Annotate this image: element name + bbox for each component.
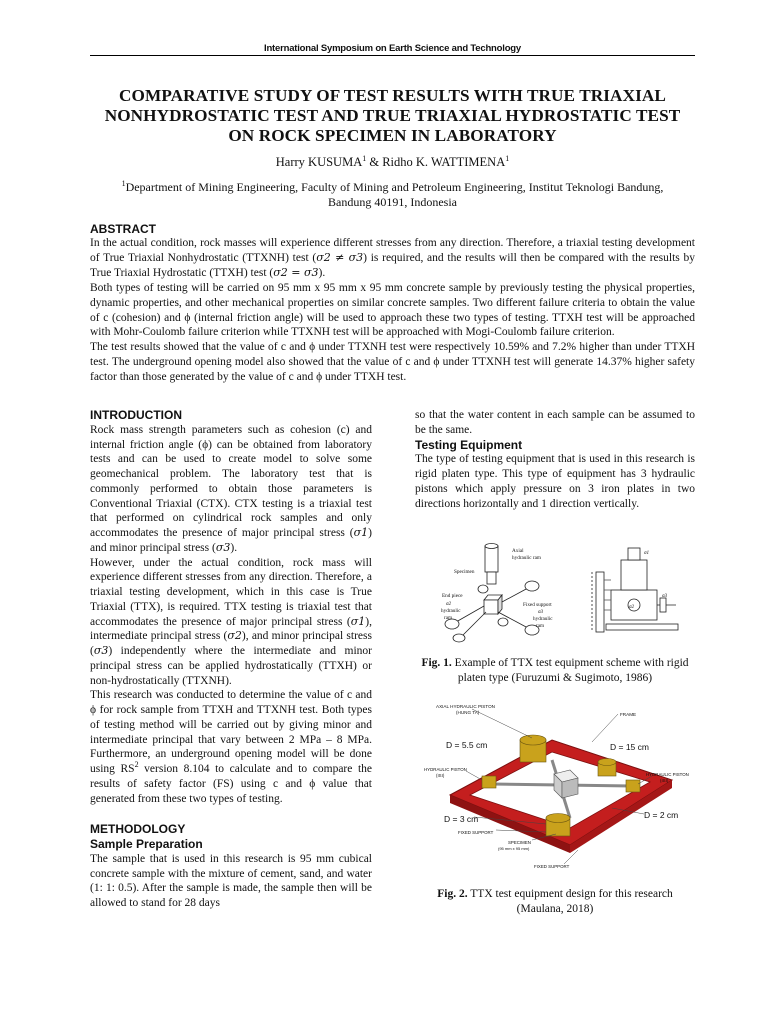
label-sigma3: σ3 <box>538 609 544 615</box>
svg-text:hydraulic: hydraulic <box>533 616 553 622</box>
figure-1-caption: Fig. 1. Example of TTX test equipment scheme with rigid platen type (Furuzumi & Sugimoto, 1986) <box>421 657 689 684</box>
svg-text:σ3: σ3 <box>662 593 668 599</box>
introduction-heading: INTRODUCTION <box>90 408 182 422</box>
label-specimen: Specimen <box>454 569 475 575</box>
abstract-paragraph: The test results showed that the value of c and ϕ under TTXNH test were respectively 10.59% and 7.2% higher than under TTXH test. The underground opening model also showed that the value of c and ϕ under TTXNH test will generate 14.37% higher safety factor than those generated by the value of c and ϕ under TTXH test. <box>90 341 695 384</box>
svg-text:hydraulic: hydraulic <box>441 608 461 614</box>
intro-paragraph: Rock mass strength parameters such as cohesion (c) and internal friction angle (ϕ) can be obtained from laboratory tests and can be used to create model to solve some geomechanical problem. The laboratory test that is commonly performed to obtain those parameters is Conventional Triaxial (CTX). CTX testing is a triaxial test that performed on cylindrical rock samples and only accommodates the presence of major principal stress (σ1) and minor principal stress (σ3). <box>90 423 372 554</box>
figure-2-caption: Fig. 2. TTX test equipment design for this research (Maulana, 2018) <box>437 888 673 915</box>
label-fixed-support-2: FIXED SUPPORT <box>534 864 570 869</box>
methodology-heading: METHODOLOGY <box>90 822 186 837</box>
inequality-symbol: σ2 ≠ σ3 <box>316 250 364 264</box>
label-hydraulic-ram: hydraulic ram <box>512 555 541 561</box>
intro-paragraph: However, under the actual condition, rock mass will experience different stresses from any direction. Therefore, a triaxial testing development, which in this case is True Triaxial (TTX), is required. TTX testing is triaxial test that accommodates the presence of major principal stress (σ1), intermediate principal stress (σ2), and minor principal stress (σ3) independently where the intermediate and minor principal stress can be applied hydrostatically (TTXH) or non-hydrostatically (TTXNH). <box>90 556 372 687</box>
label-d-15: D = 15 cm <box>610 742 649 752</box>
label-d-2: D = 2 cm <box>644 810 679 820</box>
svg-text:(ISI): (ISI) <box>660 778 669 783</box>
abstract-heading: ABSTRACT <box>90 222 156 236</box>
label-axial-piston: AXIAL HYDRAULIC PISTON <box>436 704 495 709</box>
svg-text:(ISI): (ISI) <box>436 773 445 778</box>
svg-text:(HUNG TA): (HUNG TA) <box>456 710 480 715</box>
figure-2-diagram <box>422 700 694 872</box>
affil-mark: 1 <box>121 179 126 188</box>
axial-ram <box>485 546 498 572</box>
figure-1-diagram <box>428 540 692 648</box>
affiliation <box>100 180 685 209</box>
left-column <box>90 408 372 911</box>
right-column <box>415 408 695 511</box>
sample-preparation-heading: Sample Preparation <box>90 837 203 851</box>
label-end-piece: End piece <box>442 593 463 599</box>
paper-title: COMPARATIVE STUDY OF TEST RESULTS WITH TRUE TRIAXIAL NONHYDROSTATIC TEST AND TRUE TRIAXIAL HYDROSTATIC TEST ON ROCK SPECIMEN IN LABORATORY <box>104 86 681 145</box>
author-2: Ridho K. WATTIMENA <box>382 155 506 169</box>
testing-equipment-heading: Testing Equipment <box>415 437 523 452</box>
equipment-paragraph: The type of testing equipment that is used in this research is rigid platen type. This type of equipment has 3 hydraulic pistons which apply pressure on 3 iron plates in two directions horizontally and 1 direction vertically. <box>415 453 695 510</box>
author-1-affil-mark: 1 <box>362 154 367 163</box>
intro-paragraph: This research was conducted to determine the value of c and ϕ for rock sample from TTXH and TTXNH test. Both types of testing method will be carried out by giving minor and intermediate principal that vary between 2 MPa – 8 MPa. Furthermore, an underground opening model will be done using $RS^2$ version 8.104 to calculate and to compare the results of safety factor (FS) using c and ϕ value that generated from these two types of testing. <box>90 689 372 805</box>
label-frame: FRAME <box>620 712 637 717</box>
label-sigma2: σ2 <box>446 601 452 607</box>
svg-text:σ2: σ2 <box>629 604 635 610</box>
author-1: Harry KUSUMA <box>275 155 363 169</box>
continued-paragraph: so that the water content in each sample can be assumed to be the same. <box>415 409 695 436</box>
svg-text:σ1: σ1 <box>644 550 650 556</box>
abstract-body <box>90 236 695 385</box>
author-2-affil-mark: 1 <box>505 154 510 163</box>
equality-symbol: σ2 = σ3 <box>273 265 319 279</box>
svg-text:ram: ram <box>444 615 453 621</box>
label-hydraulic-piston-left: HYDRAULIC PISTON <box>424 767 467 772</box>
methodology-paragraph: The sample that is used in this research is 95 mm cubical concrete sample with the mixture of cement, sand, and water (1: 1: 0.5). After the sample is made, the sample then will be allowed to stand for 28 days <box>90 852 372 909</box>
label-d-5-5: D = 5.5 cm <box>446 740 488 750</box>
label-axial: Axial <box>512 548 524 554</box>
right-piston <box>626 780 640 792</box>
label-fixed-support-1: FIXED SUPPORT <box>458 830 494 835</box>
author-separator: & <box>366 155 383 169</box>
svg-text:ram: ram <box>536 623 545 629</box>
author-line <box>90 155 695 170</box>
affil-text: Department of Mining Engineering, Faculty of Mining and Petroleum Engineering, Institut Teknologi Bandung, Bandung 40191, Indonesia <box>125 180 664 209</box>
label-hydraulic-piston-right: HYDRAULIC PISTON <box>646 772 689 777</box>
left-piston <box>482 776 496 788</box>
running-header: International Symposium on Earth Science and Technology <box>264 43 521 54</box>
svg-text:(95 mm x 95 mm): (95 mm x 95 mm) <box>498 846 530 851</box>
abstract-paragraph: Both types of testing will be carried on 95 mm x 95 mm x 95 mm concrete sample by previously testing the physical properties, dynamic properties, and other mechanical properties on similar concrete samples. Two different failure criteria to obtain the value of c (cohesion) and ϕ (internal friction angle) will be used to approach these two types of testing. TTXH test will be approached with Mohr-Coulomb failure criterion while TTXNH test will be approached with Mogi-Coulomb failure criterion. <box>90 281 695 339</box>
header-rule <box>90 55 695 56</box>
label-d-3: D = 3 cm <box>444 814 479 824</box>
abstract-paragraph: In the actual condition, rock masses will experience different stresses from any direction. Therefore, a triaxial testing development of True Triaxial Nonhydrostatic (TTXNH) test (σ2 ≠ σ3) is required, and the results will then be compared with the results by True Triaxial Hydrostatic (TTXH) test (σ2 = σ3). <box>90 237 695 279</box>
label-specimen: SPECIMEN <box>508 840 531 845</box>
label-fixed-support: Fixed support <box>523 602 552 608</box>
